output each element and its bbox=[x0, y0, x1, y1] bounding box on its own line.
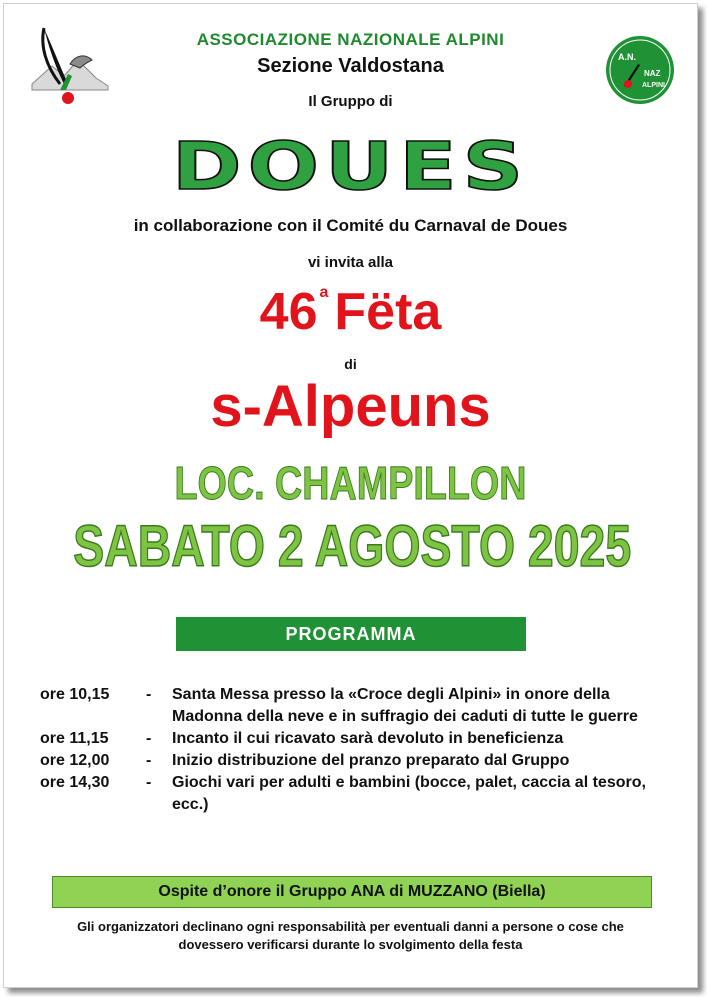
disclaimer-line-2: dovessero verificarsi durante lo svolgimento della festa bbox=[178, 937, 523, 952]
town-title: DOUES bbox=[171, 128, 530, 205]
event-number: 46 bbox=[259, 283, 318, 341]
logo-text-an: A.N. bbox=[618, 52, 636, 62]
group-intro: Il Gruppo di bbox=[308, 93, 393, 110]
program-dash: - bbox=[146, 774, 152, 791]
program-dash: - bbox=[146, 686, 152, 703]
program-dash: - bbox=[146, 752, 152, 769]
program-dash: - bbox=[146, 730, 152, 747]
program-time: ore 12,00 bbox=[40, 752, 110, 769]
program-item bbox=[40, 684, 680, 728]
event-name-2: s-Alpeuns bbox=[210, 374, 491, 439]
program-text: Incanto il cui ricavato sarà devoluto in beneficienza bbox=[172, 730, 564, 747]
event-name: Fëta bbox=[334, 283, 442, 341]
guest-banner: Ospite d’onore il Gruppo ANA di MUZZANO (Biella) bbox=[52, 876, 652, 908]
program-time: ore 11,15 bbox=[40, 730, 109, 747]
program-item bbox=[40, 728, 680, 750]
association-name: ASSOCIAZIONE NAZIONALE ALPINI bbox=[196, 30, 505, 49]
location-title: LOC. CHAMPILLON bbox=[174, 457, 527, 509]
program-text: Santa Messa presso la «Croce degli Alpini» in onore della Madonna della neve e in suffragio dei caduti di tutte le guerre bbox=[172, 686, 638, 725]
invite-line: vi invita alla bbox=[307, 254, 394, 271]
program-header: PROGRAMMA bbox=[176, 617, 526, 651]
program-time: ore 10,15 bbox=[40, 686, 110, 703]
event-title bbox=[4, 282, 697, 342]
program-text: Inizio distribuzione del pranzo preparato dal Gruppo bbox=[172, 752, 570, 769]
disclaimer-line-1: Gli organizzatori declinano ogni responsabilità per eventuali danni a persone o cose che bbox=[77, 919, 624, 934]
event-ordinal: a bbox=[319, 284, 329, 301]
section-name: Sezione Valdostana bbox=[257, 55, 444, 77]
disclaimer bbox=[4, 918, 697, 954]
program-time: ore 14,30 bbox=[40, 774, 110, 791]
poster-page bbox=[3, 3, 698, 988]
program-item bbox=[40, 772, 680, 816]
program-item bbox=[40, 750, 680, 772]
event-di: di bbox=[344, 356, 357, 372]
program-list bbox=[40, 684, 680, 816]
collaboration-line: in collaborazione con il Comité du Carnaval de Doues bbox=[133, 216, 568, 235]
date-title: SABATO 2 AGOSTO 2025 bbox=[73, 514, 632, 579]
logo-text-alpini: ALPINI bbox=[642, 82, 665, 89]
logo-text-naz: NAZ bbox=[644, 69, 661, 78]
program-text: Giochi vari per adulti e bambini (bocce, palet, caccia al tesoro, ecc.) bbox=[172, 774, 646, 813]
